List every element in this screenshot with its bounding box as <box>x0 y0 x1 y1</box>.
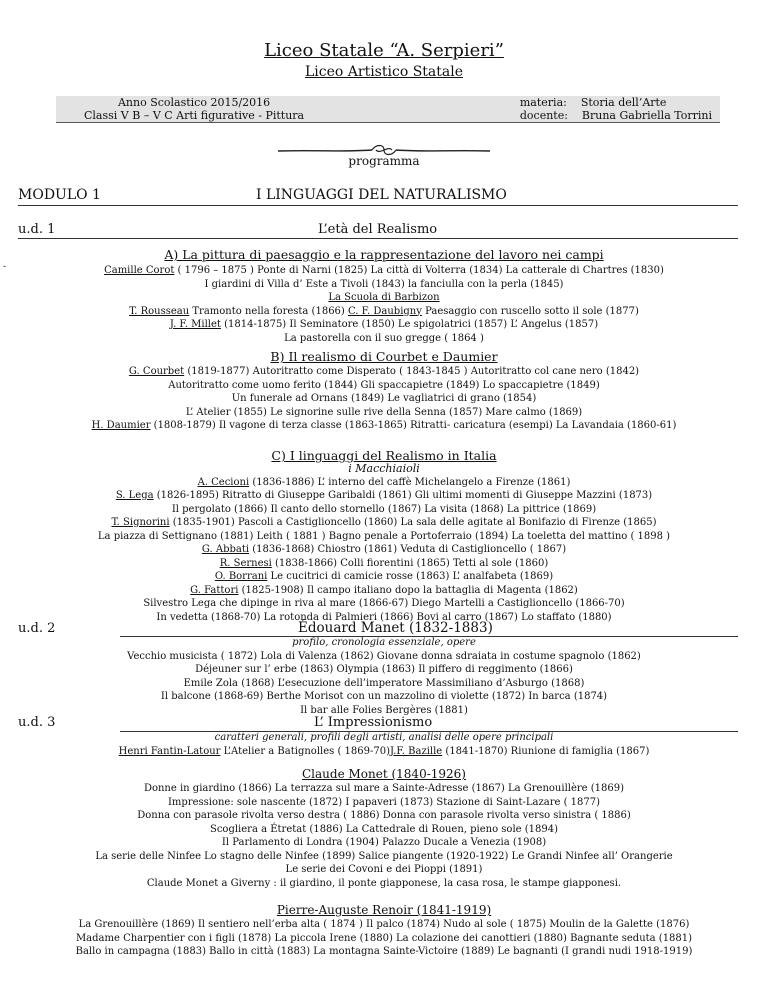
artist-name: T. Rousseau <box>129 305 190 317</box>
module-title: I LINGUAGGI DEL NATURALISMO <box>256 187 507 203</box>
artist-name: J. F. Millet <box>169 319 221 330</box>
monet-title: Claude Monet (1840-1926) <box>302 767 466 781</box>
works-text: (1835-1901) Pascoli a Castiglioncello (1860) La sala delle agitate al Bonifazio di Firenze (1865) <box>169 517 657 528</box>
ud3-body <box>0 731 768 758</box>
section-c-title: C) I linguaggi del Realismo in Italia <box>271 448 497 463</box>
ud3-title: L’ Impressionismo <box>314 715 433 730</box>
works-text: Silvestro Lega che dipinge in riva al mare (1866-67) Diego Martelli a Castiglioncello (1866-70) <box>143 598 625 609</box>
works-text: Ballo in campagna (1883) Ballo in città (1883) La montagna Sainte-Victoire (1889) Le bagnanti (I grandi nudi 1918-1919) <box>75 946 693 957</box>
works-text: Claude Monet a Giverny : il giardino, il ponte giapponese, la casa rosa, le stampe giapponesi. <box>146 877 622 889</box>
classes: Classi V B – V C Arti figurative - Pittura <box>84 109 305 122</box>
works-text: Vecchio musicista ( 1872) Lola di Valenza (1862) Giovane donna sdraiata in costume spagnolo (1862) <box>127 650 641 662</box>
info-right <box>520 96 712 122</box>
school-subtitle: Liceo Artistico Statale <box>305 64 463 80</box>
artist-name: H. Daumier <box>91 420 151 431</box>
works-text: Tramonto nella foresta (1866) <box>189 305 348 317</box>
artist-name: Henri Fantin-Latour <box>118 745 221 757</box>
module-label: MODULO 1 <box>18 187 101 203</box>
renoir-title: Pierre-Auguste Renoir (1841-1919) <box>276 903 492 917</box>
school-year: Anno Scolastico 2015/2016 <box>117 96 271 109</box>
works-text: Il balcone (1868-69) Berthe Morisot con un mazzolino di violette (1872) In barca (1874) <box>160 691 608 702</box>
renoir-body <box>0 918 768 959</box>
works-text: (1819-1877) Autoritratto come Disperato ( 1843-1845 ) Autoritratto col cane nero (1842) <box>184 366 640 377</box>
works-text: Scogliera a Étretat (1886) La Cattedrale di Rouen, pieno sole (1894) <box>209 823 558 835</box>
info-box <box>56 96 720 123</box>
subheading: La Scuola di Barbizon <box>328 292 440 303</box>
works-text: (1826-1895) Ritratto di Giuseppe Garibaldi (1861) Gli ultimi momenti di Giuseppe Mazzini (1873) <box>153 490 653 501</box>
subheading: profilo, cronologia essenziale, opere <box>292 637 476 648</box>
artist-name: A. Cecioni <box>197 476 250 488</box>
works-text: Un funerale ad Ornans (1849) Le vagliatrici di grano (1854) <box>231 393 537 404</box>
program-label: programma <box>348 154 420 168</box>
artist-name: T. Signorini <box>111 517 170 528</box>
artist-name: G. Courbet <box>128 366 185 377</box>
works-text: In vedetta (1868-70) La rotonda di Palmieri (1866) Bovi al carro (1867) Lo staffato (1880) <box>156 611 612 623</box>
works-text: (1841-1870) Riunione di famiglia (1867) <box>442 745 650 757</box>
works-text: La pastorella con il suo gregge ( 1864 ) <box>284 332 484 344</box>
section-c-body <box>0 462 768 624</box>
works-text: (1814-1875) Il Seminatore (1850) Le spigolatrici (1857) L’ Angelus (1857) <box>220 319 599 330</box>
works-text: (1838-1866) Colli fiorentini (1865) Tetti al sole (1860) <box>271 557 549 569</box>
works-text: La serie delle Ninfee Lo stagno delle Ninfee (1899) Salice piangente (1920-1922) Le Grandi Ninfee all’ Orangerie <box>95 850 673 862</box>
works-text: (1808-1879) Il vagone di terza classe (1863-1865) Ritratti- caricatura (esempi) La Lavandaia (1860-61) <box>150 420 677 431</box>
works-text: Impressione: sole nascente (1872) I papaveri (1873) Stazione di Saint-Lazare ( 1877) <box>167 796 601 808</box>
section-b-body <box>0 365 768 433</box>
ud3-label: u.d. 3 <box>18 715 56 730</box>
works-text: Emile Zola (1868) L’esecuzione dell’imperatore Massimiliano d’Asburgo (1868) <box>183 677 585 689</box>
artist-name: S. Lega <box>115 490 154 501</box>
section-a-title: A) La pittura di paesaggio e la rappresentazione del lavoro nei campi <box>164 247 604 262</box>
works-text: I giardini di Villa d’ Este a Tivoli (1843) la fanciulla con la perla (1845) <box>204 278 564 290</box>
works-text: Paesaggio con ruscello sotto il sole (1877) <box>421 305 639 317</box>
ud2-body <box>0 636 768 717</box>
ud1-label: u.d. 1 <box>18 222 56 237</box>
teacher-line: docente: Bruna Gabriella Torrini <box>519 109 712 122</box>
works-text: L’ Atelier (1855) Le signorine sulle rive della Senna (1857) Mare calmo (1869) <box>185 406 583 418</box>
ud2-label: u.d. 2 <box>18 621 56 636</box>
artist-name: G. Fattori <box>190 584 239 596</box>
works-text: Donne in giardino (1866) La terrazza sul mare a Sainte-Adresse (1867) La Grenouillère (1869) <box>143 783 625 794</box>
ud1-title: L’età del Realismo <box>318 222 438 237</box>
artist-name: R. Sernesi <box>219 557 272 569</box>
artist-name: C. F. Daubigny <box>348 305 422 317</box>
works-text: Le serie dei Covoni e dei Pioppi (1891) <box>285 864 483 875</box>
works-text: (1825-1908) Il campo italiano dopo la battaglia di Magenta (1862) <box>238 584 578 596</box>
ud2-title: Édouard Manet (1832-1883) <box>298 620 493 636</box>
subheading: i Macchiaioli <box>348 462 420 475</box>
artist-name: O. Borrani <box>214 571 268 582</box>
works-text: Madame Charpentier con i figli (1878) La piccola Irene (1880) La colazione dei canottieri (1880) Bagnante seduta (1881) <box>75 932 693 944</box>
works-text: Déjeuner sur l’ erbe (1863) Olympia (1863) Il piffero di reggimento (1866) <box>195 664 573 675</box>
works-text: Donna con parasole rivolta verso destra ( 1886) Donna con parasole rivolta verso sinistra ( 1886) <box>137 810 631 821</box>
artist-name: G. Abbati <box>201 544 250 555</box>
works-text: La piazza di Settignano (1881) Leith ( 1881 ) Bagno penale a Portoferraio (1894) La toeletta del mattino ( 1898 ) <box>97 530 671 542</box>
stray-dash: - <box>3 262 7 272</box>
artist-name: Camille Corot <box>104 265 175 276</box>
monet-body <box>0 782 768 890</box>
works-text: Autoritratto come uomo ferito (1844) Gli spaccapietre (1849) Lo spaccapietre (1849) <box>168 379 600 391</box>
works-text: (1836-1868) Chiostro (1861) Veduta di Castiglioncello ( 1867) <box>249 544 567 555</box>
works-text: Il bar alle Folies Bergères (1881) <box>300 704 468 716</box>
works-text: Le cucitrici di camicie rosse (1863) L’ analfabeta (1869) <box>267 571 554 582</box>
info-left <box>84 96 304 122</box>
artist-name: J.F. Bazille <box>389 745 443 757</box>
module-rule <box>18 205 738 206</box>
school-title: Liceo Statale “A. Serpieri” <box>264 40 504 61</box>
works-text: Il Parlamento di Londra (1904) Palazzo Ducale a Venezia (1908) <box>221 837 547 848</box>
ud1-rule <box>18 238 738 239</box>
works-text: L’Atelier a Batignolles ( 1869-70) <box>220 745 390 757</box>
section-b-title: B) Il realismo di Courbet e Daumier <box>270 349 498 364</box>
section-a-body <box>0 264 768 345</box>
works-text: La Grenouillère (1869) Il sentiero nell’erba alta ( 1874 ) Il palco (1874) Nudo al sole ( 1875) Moulin de la Galette (1876) <box>78 919 690 930</box>
works-text: ( 1796 – 1875 ) Ponte di Narni (1825) La città di Volterra (1834) La catterale di Chartres (1830) <box>174 265 664 276</box>
subheading: caratteri generali, profili degli artisti, analisi delle opere principali <box>214 732 554 743</box>
subject-line: materia: Storia dell’Arte <box>519 96 667 109</box>
works-text: Il pergolato (1866) Il canto dello stornello (1867) La visita (1868) La pittrice (1869) <box>171 503 597 515</box>
works-text: (1836-1886) L’ interno del caffè Michelangelo a Firenze (1861) <box>249 476 571 488</box>
